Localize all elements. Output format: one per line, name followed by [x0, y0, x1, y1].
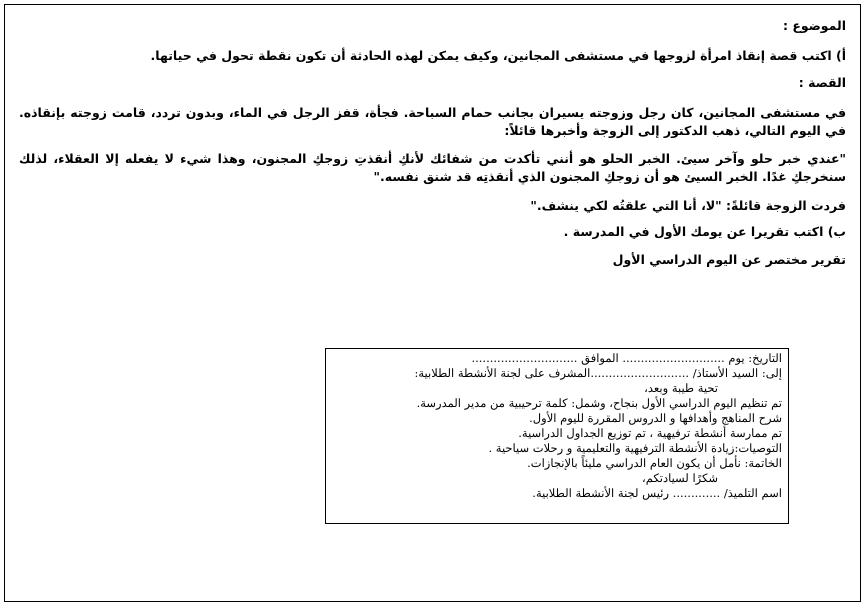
story-paragraph: في مستشفى المجانين، كان رجل وزوجته يسيران بجانب حمام السباحة. فجأة، قفز الرجل في الماء، وبدون تردد، قامت زوجته بإنقاذه. في اليوم التالي، ذهب الدكتور إلى الزوجة وأخبرها قائلاً: — [19, 105, 846, 138]
report-body-line: تم تنظيم اليوم الدراسي الأول بنجاح، وشمل: كلمة ترحيبية من مدير المدرسة. — [416, 396, 782, 410]
report-body-line: شرح المناهج وأهدافها و الدروس المقررة لليوم الأول. — [529, 411, 782, 425]
report-recipient-line: إلى: السيد الأستاذ/ ...........................المشرف على لجنة الأنشطة الطلابية: — [414, 366, 782, 380]
report-title: تقرير مختصر عن اليوم الدراسي الأول — [612, 252, 846, 267]
story-heading: القصة : — [798, 75, 846, 90]
report-date-line: التاريخ: يوم ............................ الموافق ............................. — [471, 351, 782, 365]
report-recommendations-line: التوصيات:زيادة الأنشطة الترفيهية والتعليمية و رحلات سياحية . — [488, 441, 782, 455]
report-conclusion-line: الخاتمة: نأمل أن يكون العام الدراسي مليئاً بالإنجازات. — [527, 456, 782, 470]
report-signature-line: اسم التلميذ/ ............. رئيس لجنة الأنشطة الطلابية. — [532, 486, 782, 500]
subject-label: الموضوع : — [782, 18, 846, 33]
document-page — [4, 4, 861, 602]
report-body-line: تم ممارسة أنشطة ترفيهية ، تم توزيع الجداول الدراسية. — [518, 426, 782, 440]
doctor-quote: "عندي خبر حلو وآخر سيئ. الخبر الحلو هو أنني تأكدت من شفائك لأنكِ أنقذتِ زوجكِ المجنون، وهذا شيء لا يفعله إلا العقلاء، لذلك سنخرجكِ غدًا. الخبر السيئ هو أن زوجكِ المجنون الذي أنقذتِه قد شنق نفسه." — [19, 151, 846, 184]
wife-reply: فردت الزوجة قائلةً: "لا، أنا التي علقتُه لكي ينشف." — [530, 198, 846, 213]
report-thanks-line: شكرًا لسيادتكم، — [642, 471, 718, 485]
question-a: أ) اكتب قصة إنقاذ امرأة لزوجها في مستشفى المجانين، وكيف يمكن لهذه الحادثة أن تكون نقطة تحول في حياتها. — [150, 48, 846, 63]
report-box — [325, 348, 789, 524]
document-content — [19, 17, 846, 269]
report-greeting-line: تحية طيبة وبعد، — [644, 381, 718, 395]
question-b: ب) اكتب تقريرا عن يومك الأول في المدرسة . — [563, 224, 846, 239]
